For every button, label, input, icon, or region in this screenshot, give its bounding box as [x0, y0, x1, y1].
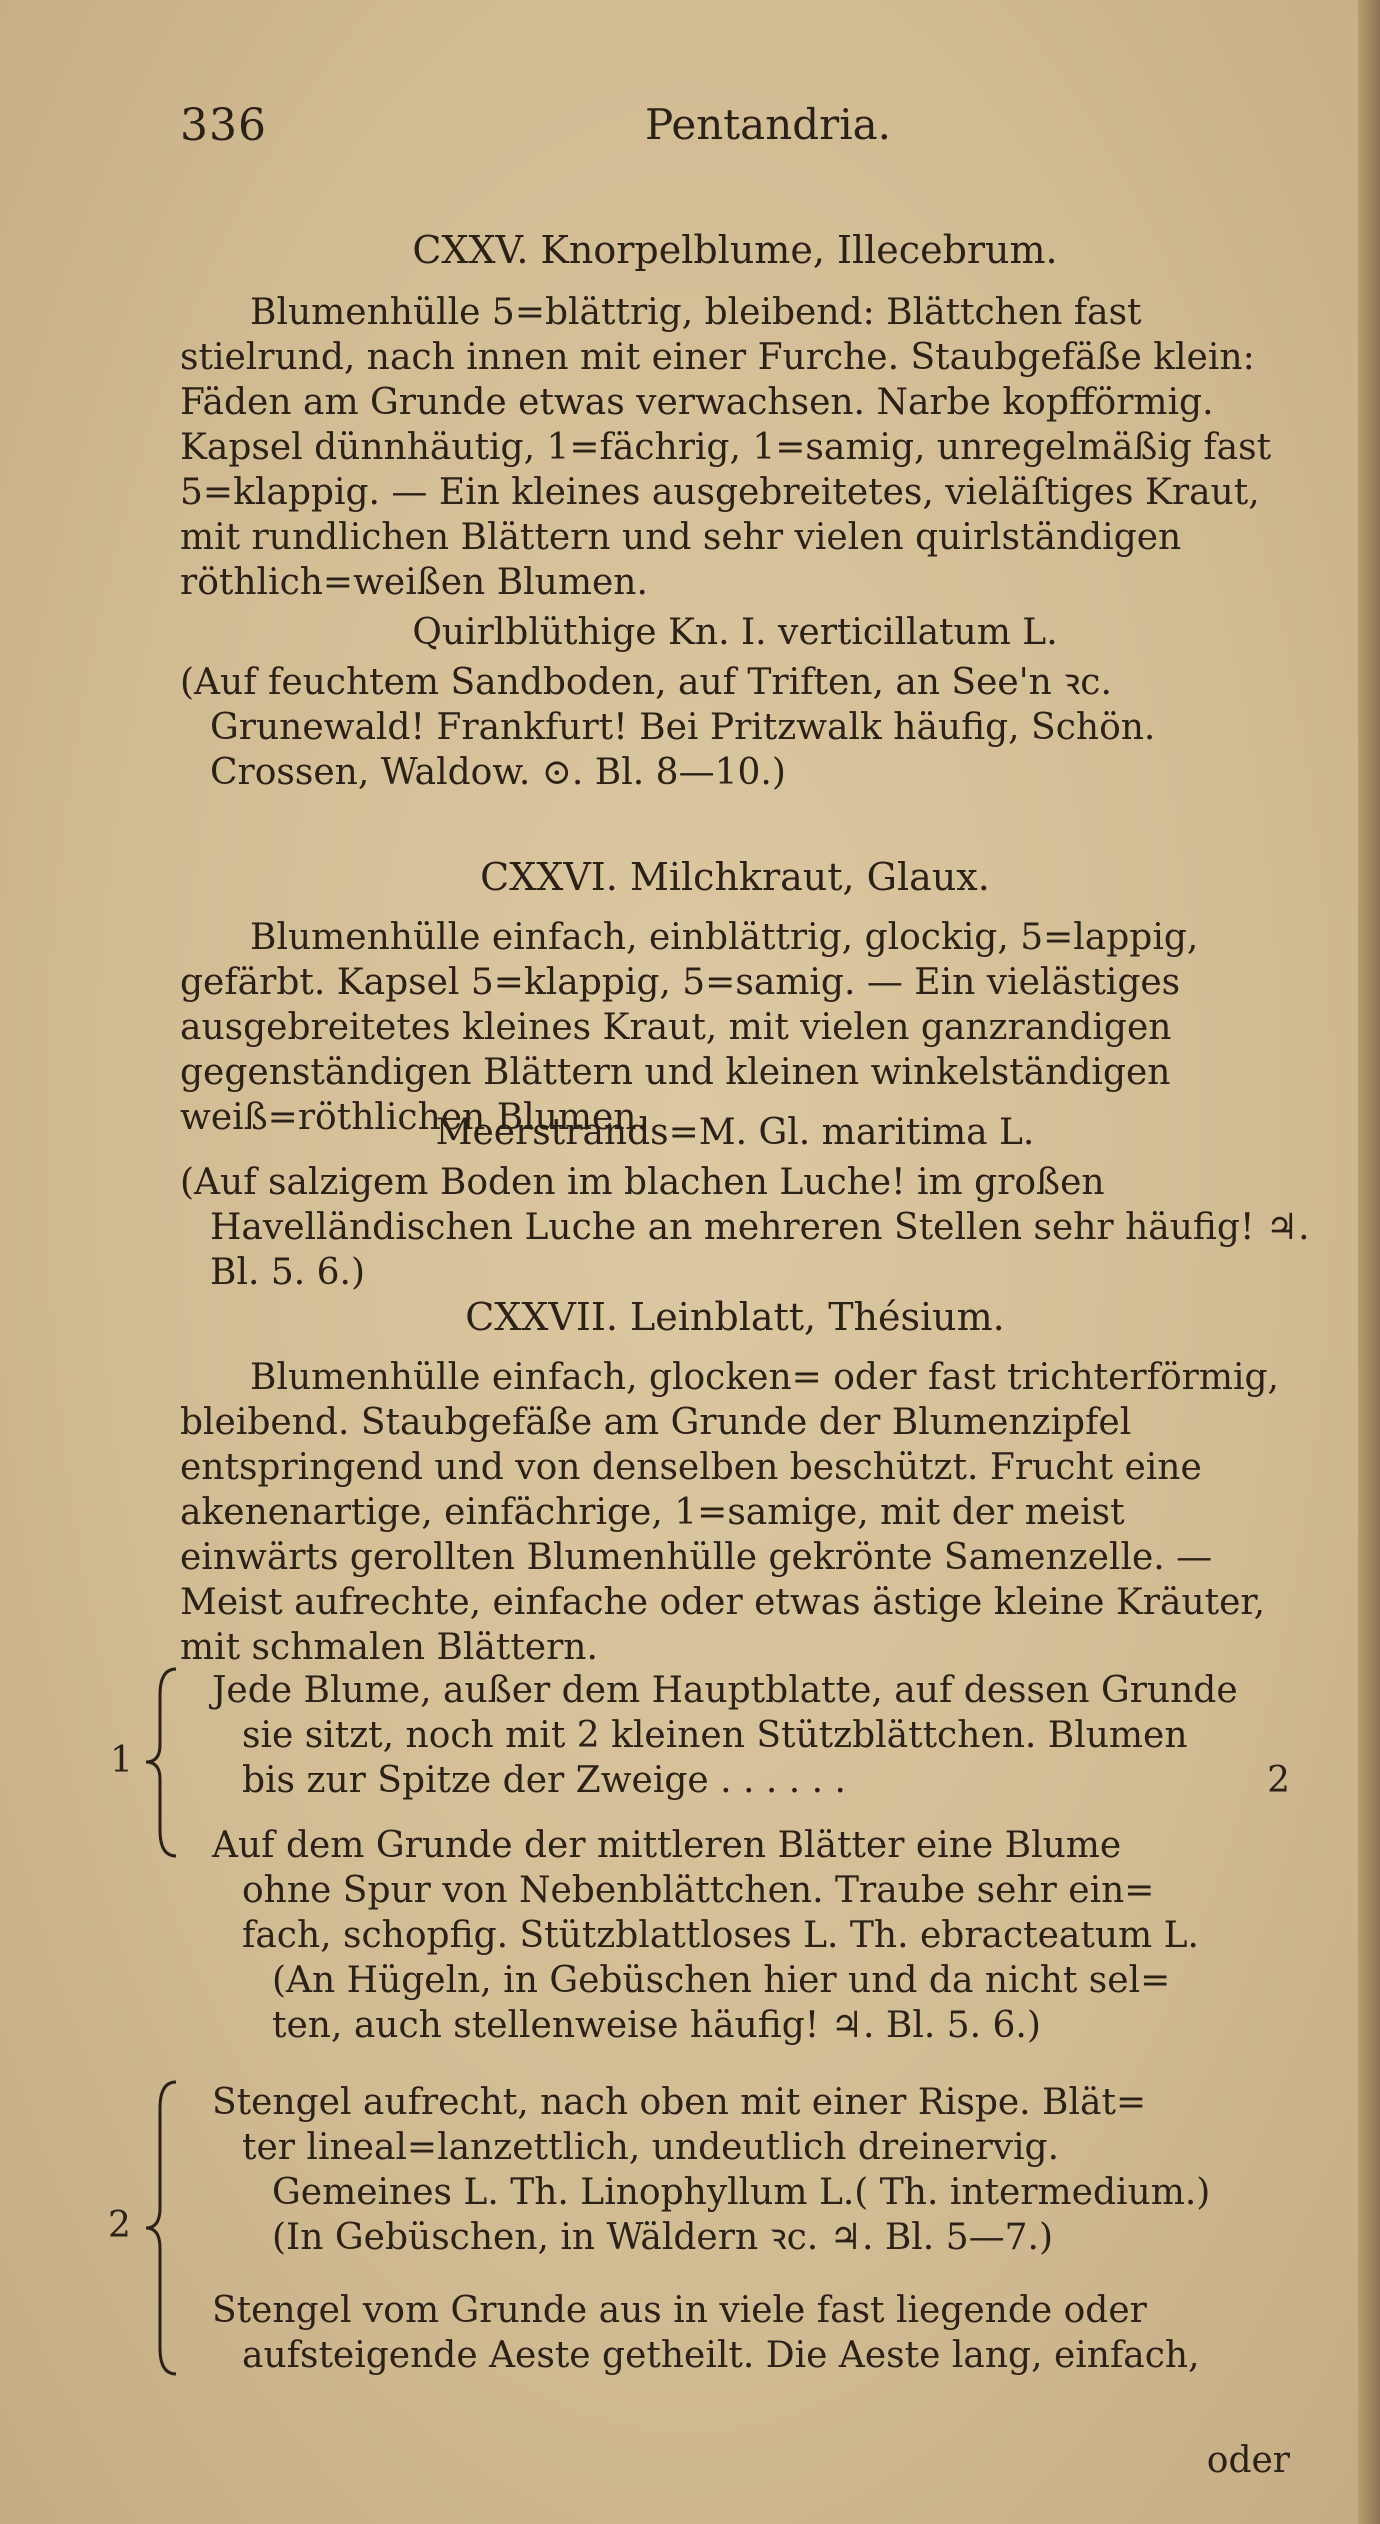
- species-name-maritima: Meerstrands=M. Gl. maritima L.: [435, 1112, 1035, 1153]
- key-2a-species: Gemeines L. Th. Linophyllum L.( Th. intermedium.): [272, 2172, 1211, 2213]
- key-number-1: 1: [110, 1740, 133, 1781]
- key-1a-line: [212, 1758, 1290, 1803]
- key-1b-line: Auf dem Grunde der mittleren Blätter eine Blume: [212, 1825, 1122, 1866]
- page-number: 336: [180, 100, 267, 151]
- key-brace-1: [140, 1665, 180, 1860]
- key-1a-line: Jede Blume, außer dem Hauptblatte, auf dessen Grunde: [212, 1670, 1238, 1711]
- key-number-2: 2: [108, 2205, 131, 2246]
- key-reference-2: 2: [1267, 1760, 1290, 1801]
- key-2a-line: ter lineal=lanzettlich, undeutlich dreinervig.: [242, 2127, 1060, 2168]
- key-1a-line-text: bis zur Spitze der Zweige . . . . . .: [242, 1760, 847, 1801]
- section-description-cxxv: Blumenhülle 5=blättrig, bleibend: Blättchen fast stielrund, nach innen mit einer Furche. Staubgefäße klein: Fäden am Grunde etwas verwachsen. Narbe kopfförmig. Kapsel dünnhäutig, 1=fächrig, 1=samig, unregelmäßig fast 5=klappig. — Ein kleines ausgebreitetes, vieläſtiges Kraut, mit rundlichen Blättern und sehr vielen quirlständigen röthlich=weißen Blumen.: [180, 292, 1272, 603]
- key-1b-line: ohne Spur von Nebenblättchen. Traube sehr ein=: [242, 1870, 1155, 1911]
- key-2b: [212, 2288, 1290, 2378]
- section-heading-cxxvii: CXXVII. Leinblatt, Thésium.: [465, 1295, 1005, 1339]
- section-description-cxxvii: Blumenhülle einfach, glocken= oder fast trichterförmig, bleibend. Staubgefäße am Grunde der Blumenzipfel entspringend und von denselben beschützt. Frucht eine akenenartige, einfächrige, 1=samige, mit der meist einwärts gerollten Blumenhülle gekrönte Samenzelle. — Meist aufrechte, einfache oder etwas ästige kleine Kräuter, mit schmalen Blättern.: [180, 1357, 1279, 1668]
- key-brace-2: [140, 2078, 180, 2378]
- key-2b-line: aufsteigende Aeste getheilt. Die Aeste lang, einfach,: [242, 2335, 1200, 2376]
- section-heading-cxxvi: CXXVI. Milchkraut, Glaux.: [480, 855, 990, 899]
- page-header: [180, 100, 1260, 160]
- section-heading-cxxv: CXXV. Knorpelblume, Illecebrum.: [412, 228, 1058, 272]
- key-2b-line: Stengel vom Grunde aus in viele fast liegende oder: [212, 2290, 1147, 2331]
- species-name-verticillatum: Quirlblüthige Kn. I. verticillatum L.: [412, 612, 1058, 653]
- key-1b-habitat: ten, auch stellenweise häufig! ♃. Bl. 5. 6.): [272, 2005, 1041, 2046]
- section-description-cxxvi: Blumenhülle einfach, einblättrig, glockig, 5=lappig, gefärbt. Kapsel 5=klappig, 5=samig. — Ein vielästiges ausgebreitetes kleines Kraut, mit vielen ganzrandigen gegenständigen Blättern und kleinen winkelständigen weiß=röthlichen Blumen.: [180, 917, 1199, 1138]
- key-1b-habitat: (An Hügeln, in Gebüschen hier und da nicht sel=: [272, 1960, 1171, 2001]
- key-1b-species: fach, schopfig. Stützblattloses L. Th. ebracteatum L.: [242, 1915, 1199, 1956]
- key-2a-habitat: (In Gebüschen, in Wäldern ꝛc. ♃. Bl. 5—7.): [272, 2217, 1053, 2258]
- key-2a-line: Stengel aufrecht, nach oben mit einer Rispe. Blät=: [212, 2082, 1147, 2123]
- running-title: Pentandria.: [645, 100, 892, 149]
- key-1a-line: sie sitzt, noch mit 2 kleinen Stützblättchen. Blumen: [242, 1715, 1188, 1756]
- habitat-note-maritima: (Auf salzigem Boden im blachen Luche! im großen Havelländischen Luche an mehreren Stellen sehr häufig! ♃. Bl. 5. 6.): [180, 1162, 1310, 1293]
- page-edge: [1358, 0, 1380, 2524]
- catchword: oder: [1206, 2440, 1290, 2481]
- key-2a: [212, 2080, 1290, 2260]
- key-1a: [212, 1668, 1290, 1803]
- key-1b: [212, 1823, 1290, 2048]
- habitat-note-verticillatum: (Auf feuchtem Sandboden, auf Triften, an See'n ꝛc. Grunewald! Frankfurt! Bei Pritzwalk häufig, Schön. Crossen, Waldow. ⊙. Bl. 8—10.): [180, 662, 1156, 793]
